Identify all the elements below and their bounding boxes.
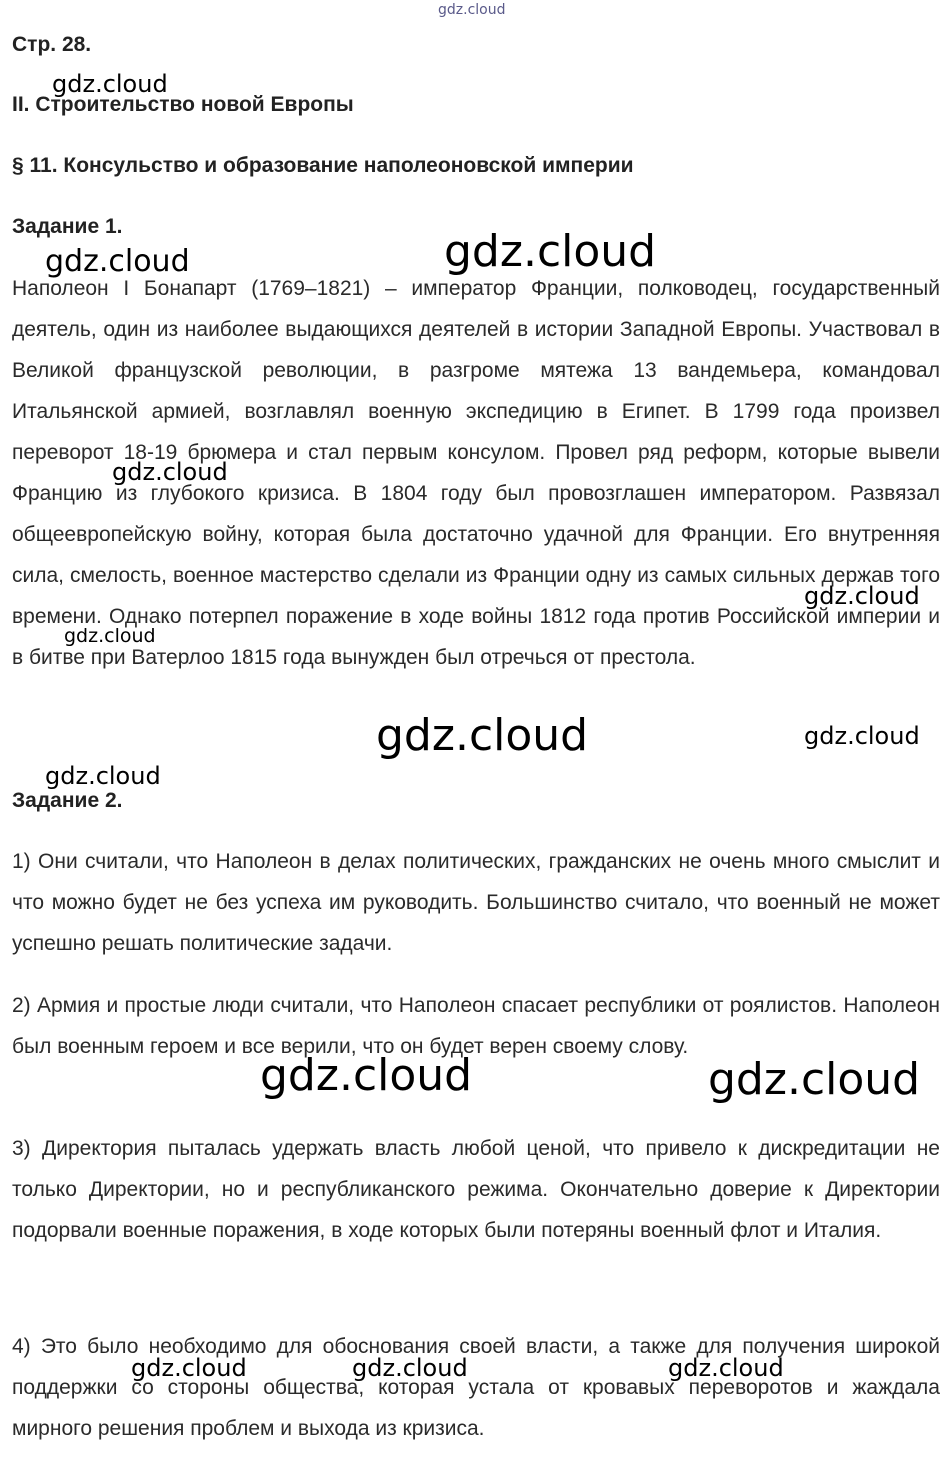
task2-heading: Задание 2.: [12, 789, 123, 812]
watermark: gdz.cloud: [708, 1054, 921, 1105]
watermark: gdz.cloud: [52, 70, 168, 98]
section-title: II. Строительство новой Европы: [12, 93, 354, 116]
task2-answer-3: 3) Директория пыталась удержать власть любой ценой, что привело к дискредитации не только Директории, но и республиканского режима. Окончательно доверие к Директории подорвали военные поражения, в ходе которых были потеряны военный флот и Италия.: [12, 1137, 940, 1242]
task2-answer-4: 4) Это было необходимо для обоснования своей власти, а также для получения широкой поддержки со стороны общества, которая устала от кровавых переворотов и жаждала мирного решения проблем и выхода из кризиса.: [12, 1335, 940, 1440]
task2-answer-1: 1) Они считали, что Наполеон в делах политических, гражданских не очень много смыслит и что можно будет не без успеха им руководить. Большинство считало, что военный не может успешно решать политические задачи.: [12, 850, 940, 955]
watermark: gdz.cloud: [131, 1354, 247, 1382]
watermark: gdz.cloud: [64, 625, 156, 647]
watermark: gdz.cloud: [438, 2, 506, 18]
watermark: gdz.cloud: [45, 762, 161, 790]
page-number: Стр. 28.: [12, 33, 92, 56]
watermark: gdz.cloud: [45, 244, 190, 279]
watermark: gdz.cloud: [668, 1354, 784, 1382]
task1-heading: Задание 1.: [12, 215, 123, 238]
watermark: gdz.cloud: [352, 1354, 468, 1382]
watermark: gdz.cloud: [260, 1050, 473, 1101]
watermark: gdz.cloud: [112, 458, 228, 486]
watermark: gdz.cloud: [444, 226, 657, 277]
watermark: gdz.cloud: [376, 710, 589, 761]
task2-answer-2: 2) Армия и простые люди считали, что Наполеон спасает республики от роялистов. Наполеон был военным героем и все верили, что он будет верен своему слову.: [12, 994, 940, 1058]
watermark: gdz.cloud: [804, 582, 920, 610]
chapter-title: § 11. Консульство и образование наполеоновской империи: [12, 154, 634, 177]
task1-text: Наполеон I Бонапарт (1769–1821) – император Франции, полководец, государственный деятель, один из наиболее выдающихся деятелей в истории Западной Европы. Участвовал в Великой французской революции, в разгроме мятежа 13 вандемьера, командовал Итальянской армией, возглавлял военную экспедицию в Египет. В 1799 года произвел переворот 18-19 брюмера и стал первым консулом. Провел ряд реформ, которые вывели Францию из глубокого кризиса. В 1804 году был провозглашен императором. Развязал общеевропейскую войну, которая была достаточно удачной для Франции. Его внутренняя сила, смелость, военное мастерство сделали из Франции одну из самых сильных держав того времени. Однако потерпел поражение в ходе войны 1812 года против Российской империи и в битве при Ватерлоо 1815 года вынужден был отречься от престола.: [12, 277, 940, 669]
watermark: gdz.cloud: [804, 722, 920, 750]
